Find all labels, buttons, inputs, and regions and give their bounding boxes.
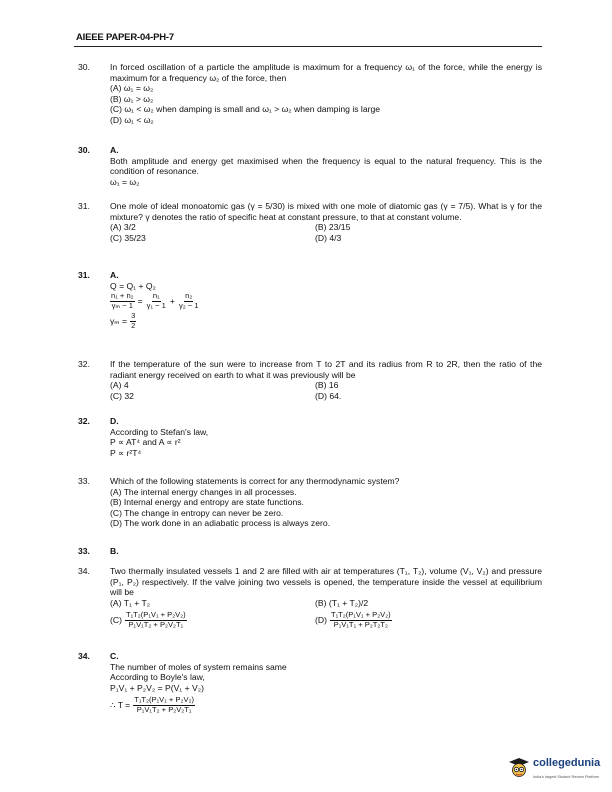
answer-line-3: P ∝ r²T⁴	[110, 447, 142, 458]
answer-33	[74, 546, 542, 557]
collegedunia-logo	[508, 752, 601, 784]
question-number: 33.	[78, 476, 90, 486]
question-34	[74, 566, 542, 632]
answer-explanation: Both amplitude and energy get maximised when the frequency is equal to the natural frequency. This is the condition of resonance.	[110, 155, 542, 177]
option-a: (A) ω₁ = ω₂	[110, 83, 154, 94]
option-d-fraction: $\frac{\text{T₁T₂(P₁V₁ + P₂V₂)}}{\text{P₁V₁T₁ + P₂T₂T₂}}$	[330, 610, 391, 629]
answer-34	[74, 651, 542, 717]
option-b: (B) Internal energy and entropy are state functions.	[110, 497, 304, 508]
option-a: (A) T₁ + T₂	[110, 597, 151, 608]
option-c: (C) 32	[110, 390, 134, 401]
question-number: 34.	[78, 566, 90, 576]
answer-30	[74, 145, 542, 187]
option-c: (C) ω₁ < ω₂ when damping is small and ω₁ > ω₂ when damping is large	[110, 104, 381, 115]
page-header-title: AIEEE PAPER-04-PH-7	[76, 32, 174, 43]
option-d-label: (D)	[315, 615, 327, 626]
option-a: (A) 4	[110, 380, 129, 391]
fraction-gas-2: $\frac{\text{n₂}}{\text{γ₂ − 1}}$	[178, 291, 199, 310]
answer-number: 33.	[78, 546, 90, 556]
answer-key: D.	[110, 416, 119, 426]
option-b: (B) 16	[315, 380, 339, 391]
graduate-mascot-icon	[508, 757, 530, 779]
answer-line-2: P ∝ AT⁴ and A ∝ r²	[110, 437, 181, 448]
answer-number: 30.	[78, 145, 90, 155]
question-text: If the temperature of the sun were to increase from T to 2T and its radius from R to 2R, then the ratio of the radiant energy received on earth to what it was previously will be	[110, 359, 542, 380]
question-text: One mole of ideal monoatomic gas (γ = 5/30) is mixed with one mole of diatomic gas (γ = 7/5). What is γ for the mixture? γ denotes the ratio of specific heat at constant pressure, to that at constant volume.	[110, 201, 542, 222]
answer-line-3: P₁V₁ + P₂V₂ = P(V₁ + V₂)	[110, 682, 204, 693]
logo-tagline: India's largest Student Review Platform	[533, 775, 600, 779]
question-30	[74, 62, 542, 126]
answer-line-1: Q = Q₁ + Q₂	[110, 280, 156, 291]
temperature-result: ∴ T = $\frac{\text{T₁T₂(P₁V₁ + P₂V₂)}}{\text{P₁V₁T₂ + P₂V₂T₁}}$	[110, 695, 194, 714]
question-32	[74, 359, 542, 401]
question-text: Two thermally insulated vessels 1 and 2 are filled with air at temperatures (T₁, T₂), volume (V₁, V₂) and pressure (P₁, P₂) respectively. If the valve joining two vessels is opened, the temperature inside the vessel at equilibrium will be	[110, 566, 542, 598]
option-a: (A) The internal energy changes in all processes.	[110, 486, 297, 497]
option-c-fraction: $\frac{\text{T₁T₂(P₁V₁ + P₂V₂)}}{\text{P₁V₁T₂ + P₂V₂T₁}}$	[125, 610, 186, 629]
logo-wordmark: collegedunia	[533, 757, 601, 769]
question-number: 31.	[78, 201, 90, 211]
question-text: Which of the following statements is correct for any thermodynamic system?	[110, 476, 400, 486]
answer-number: 32.	[78, 416, 90, 426]
option-b: (B) ω₁ > ω₂	[110, 93, 154, 104]
answer-number: 31.	[78, 270, 90, 280]
answer-line-1: According to Stefan's law,	[110, 426, 209, 437]
answer-key: A.	[110, 145, 119, 155]
option-d: (D) 64.	[315, 390, 342, 401]
option-d: (D) ω₁ < ω₂	[110, 114, 154, 125]
answer-line-1: The number of moles of system remains same	[110, 661, 287, 672]
option-c-label: (C)	[110, 615, 122, 626]
answer-number: 34.	[78, 651, 90, 661]
fraction-three-halves: $\frac{3}{2}$	[131, 311, 136, 330]
question-number: 32.	[78, 359, 90, 369]
answer-key: A.	[110, 270, 119, 280]
answer-key: B.	[110, 546, 119, 556]
fraction-mixture: $\frac{\text{n₁ + n₂}}{\text{γₘ − 1}}$	[111, 291, 134, 310]
temperature-fraction: $\frac{\text{T₁T₂(P₁V₁ + P₂V₂)}}{\text{P₁V₁T₂ + P₂V₂T₁}}$	[134, 695, 194, 714]
answer-31	[74, 270, 542, 331]
answer-line-2: According to Boyle's law,	[110, 672, 205, 683]
gamma-result: γₘ = $\frac{3}{2}$	[110, 311, 136, 330]
question-33	[74, 476, 542, 529]
question-31	[74, 201, 542, 243]
option-d: (D) 4/3	[315, 232, 342, 243]
option-a: (A) 3/2	[110, 222, 136, 233]
answer-key: C.	[110, 651, 119, 661]
option-c: (C) The change in entropy can never be zero.	[110, 507, 284, 518]
question-text: In forced oscillation of a particle the amplitude is maximum for a frequency ω₁ of the force, while the energy is maximum for a frequency ω₂ of the force, then	[110, 62, 542, 83]
header-rule	[74, 46, 542, 47]
question-number: 30.	[78, 62, 90, 72]
answer-equation: ω₁ = ω₂	[110, 176, 140, 187]
option-b: (B) (T₁ + T₂)/2	[315, 597, 369, 608]
fraction-gas-1: $\frac{\text{n₁}}{\text{γ₁ − 1}}$	[146, 291, 166, 310]
option-b: (B) 23/15	[315, 222, 351, 233]
option-c: (C) 35/23	[110, 232, 146, 243]
mixture-equation: $\frac{\text{n₁ + n₂}}{\text{γₘ − 1}}$ = $\frac{\text{n₁}}{\text{γ₁ − 1}}$ + $\frac{\text{n₂}}{\text{γ₂ − 1}}$	[111, 291, 199, 310]
option-d: (D) The work done in an adiabatic process is always zero.	[110, 518, 331, 529]
answer-32	[74, 416, 542, 458]
